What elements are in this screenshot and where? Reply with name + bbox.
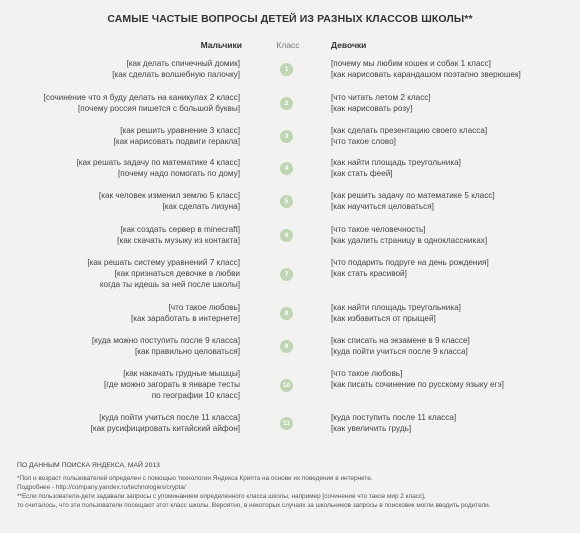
girls-question: [что читать летом 2 класс] <box>331 93 431 102</box>
girls-questions <box>331 190 495 212</box>
girls-question: [как удалить страницу в одноклассниках] <box>331 236 488 245</box>
class-number-badge: 2 <box>280 97 293 110</box>
girls-question: [как найти площадь треугольника] <box>331 303 461 312</box>
girls-questions <box>331 92 431 114</box>
boys-questions <box>131 302 240 324</box>
boys-questions <box>112 58 240 80</box>
boys-question: [как решать систему уравнений 7 класс] <box>87 258 240 267</box>
boys-question: [как создать сервер в minecraft] <box>120 225 240 234</box>
source-note: ПО ДАННЫМ ПОИСКА ЯНДЕКСА, МАЙ 2013 <box>17 462 160 469</box>
class-number-badge: 4 <box>280 162 293 175</box>
girls-question: [почему мы любим кошек и собак 1 класс] <box>331 59 491 68</box>
boys-questions <box>117 224 240 246</box>
girls-questions <box>331 302 461 324</box>
class-number-badge: 11 <box>280 417 293 430</box>
boys-questions <box>99 190 240 212</box>
girls-question: [как решить задачу по математике 5 класс] <box>331 191 495 200</box>
girls-question: [что такое любовь] <box>331 369 403 378</box>
boys-question: [как сделать лизуна] <box>162 202 240 211</box>
boys-question: [как нарисовать подвиги геракла] <box>113 137 240 146</box>
boys-question: [как скачать музыку из контакта] <box>117 236 240 245</box>
header-boys: Мальчики <box>200 40 242 50</box>
boys-question: по географии 10 класс] <box>151 391 240 400</box>
class-number-badge: 1 <box>280 63 293 76</box>
boys-questions <box>91 412 240 434</box>
boys-question: [что такое любовь] <box>168 303 240 312</box>
header-class: Класс <box>276 40 300 50</box>
boys-questions <box>87 257 240 290</box>
boys-question: когда ты идешь за ней после школы] <box>99 280 240 289</box>
boys-question: [как правильно целоваться] <box>134 347 240 356</box>
girls-question: [как избавиться от прыщей] <box>331 314 436 323</box>
boys-question: [куда можно поступить после 9 класса] <box>91 336 240 345</box>
boys-question: [почему россия пишется с большой буквы] <box>77 104 240 113</box>
girls-question: [как сделать презентацию своего класса] <box>331 126 488 135</box>
girls-questions <box>331 412 456 434</box>
boys-questions <box>114 125 240 147</box>
girls-question: [как научиться целоваться] <box>331 202 434 211</box>
boys-question: [сочинение что я буду делать на каникулах 2 класс] <box>43 93 240 102</box>
girls-question: [что подарить подруге на день рождения] <box>331 258 489 267</box>
page-title: САМЫЕ ЧАСТЫЕ ВОПРОСЫ ДЕТЕЙ ИЗ РАЗНЫХ КЛАССОВ ШКОЛЫ** <box>107 13 473 25</box>
boys-question: [как русифицировать китайский айфон] <box>90 424 240 433</box>
girls-question: [как стать феей] <box>331 169 393 178</box>
girls-question: [как стать красивой] <box>331 269 407 278</box>
girls-question: [куда пойти учиться после 9 класса] <box>331 347 468 356</box>
boys-question: [почему надо помогать по дому] <box>118 169 240 178</box>
boys-questions <box>44 92 240 114</box>
footnote-line: то считалось, что эти пользователи посещают этот класс школы. Вероятно, в некоторых случаях за школьников запросы в поисковик могли вводить родители. <box>17 502 491 509</box>
footnote-line: *Пол и возраст пользователей определен с помощью технологии Яндекса Крипта на основе их поведения в интернете. <box>17 475 373 482</box>
girls-questions <box>331 58 521 80</box>
girls-questions <box>331 335 470 357</box>
class-number-badge: 5 <box>280 195 293 208</box>
boys-question: [куда пойти учиться после 11 класса] <box>99 413 240 422</box>
girls-question: [куда поступить после 11 класса] <box>331 413 457 422</box>
girls-question: [что такое слово] <box>331 137 396 146</box>
girls-question: [как нарисовать карандашом поэтапно зверюшек] <box>331 70 521 79</box>
boys-question: [где можно загорать в январе тесты <box>103 380 240 389</box>
boys-questions <box>104 368 240 401</box>
girls-question: [как нарисовать розу] <box>331 104 413 113</box>
boys-question: [как делать спичечный домик] <box>126 59 240 68</box>
class-number-badge: 8 <box>280 307 293 320</box>
class-number-badge: 10 <box>280 379 293 392</box>
girls-questions <box>331 157 461 179</box>
girls-questions <box>331 125 487 147</box>
girls-question: [как найти площадь треугольника] <box>331 158 461 167</box>
boys-question: [как признаться девочке в любви <box>114 269 240 278</box>
class-number-badge: 9 <box>280 340 293 353</box>
girls-questions <box>331 257 489 279</box>
boys-question: [как сделать волшебную палочку] <box>112 70 240 79</box>
girls-question: [как списать на экзамене в 9 классе] <box>331 336 470 345</box>
girls-questions <box>331 368 504 390</box>
footnote-line: Подробнее - http://company.yandex.ru/technologies/crypta/ <box>17 484 186 491</box>
boys-question: [как накачать грудные мышцы] <box>123 369 240 378</box>
boys-question: [как решить уравнение 3 класс] <box>120 126 240 135</box>
boys-questions <box>77 157 240 179</box>
footnote-line: **Если пользователи-дети задавали запросы с упоминанием определенного класса школы, например [сочинение что такое мир 2 класс], <box>17 493 426 500</box>
footer <box>17 462 567 510</box>
girls-question: [как увеличить грудь] <box>331 424 412 433</box>
boys-questions <box>92 335 240 357</box>
boys-question: [как человек изменил землю 5 класс] <box>98 191 240 200</box>
class-number-badge: 7 <box>280 268 293 281</box>
girls-questions <box>331 224 487 246</box>
boys-question: [как решать задачу по математике 4 класс] <box>76 158 240 167</box>
class-number-badge: 3 <box>280 130 293 143</box>
boys-question: [как заработать в интернете] <box>130 314 240 323</box>
girls-question: [как писать сочинение по русскому языку егэ] <box>331 380 504 389</box>
class-number-badge: 6 <box>280 229 293 242</box>
girls-question: [что такое человечность] <box>331 225 426 234</box>
header-girls: Девочки <box>331 40 367 50</box>
